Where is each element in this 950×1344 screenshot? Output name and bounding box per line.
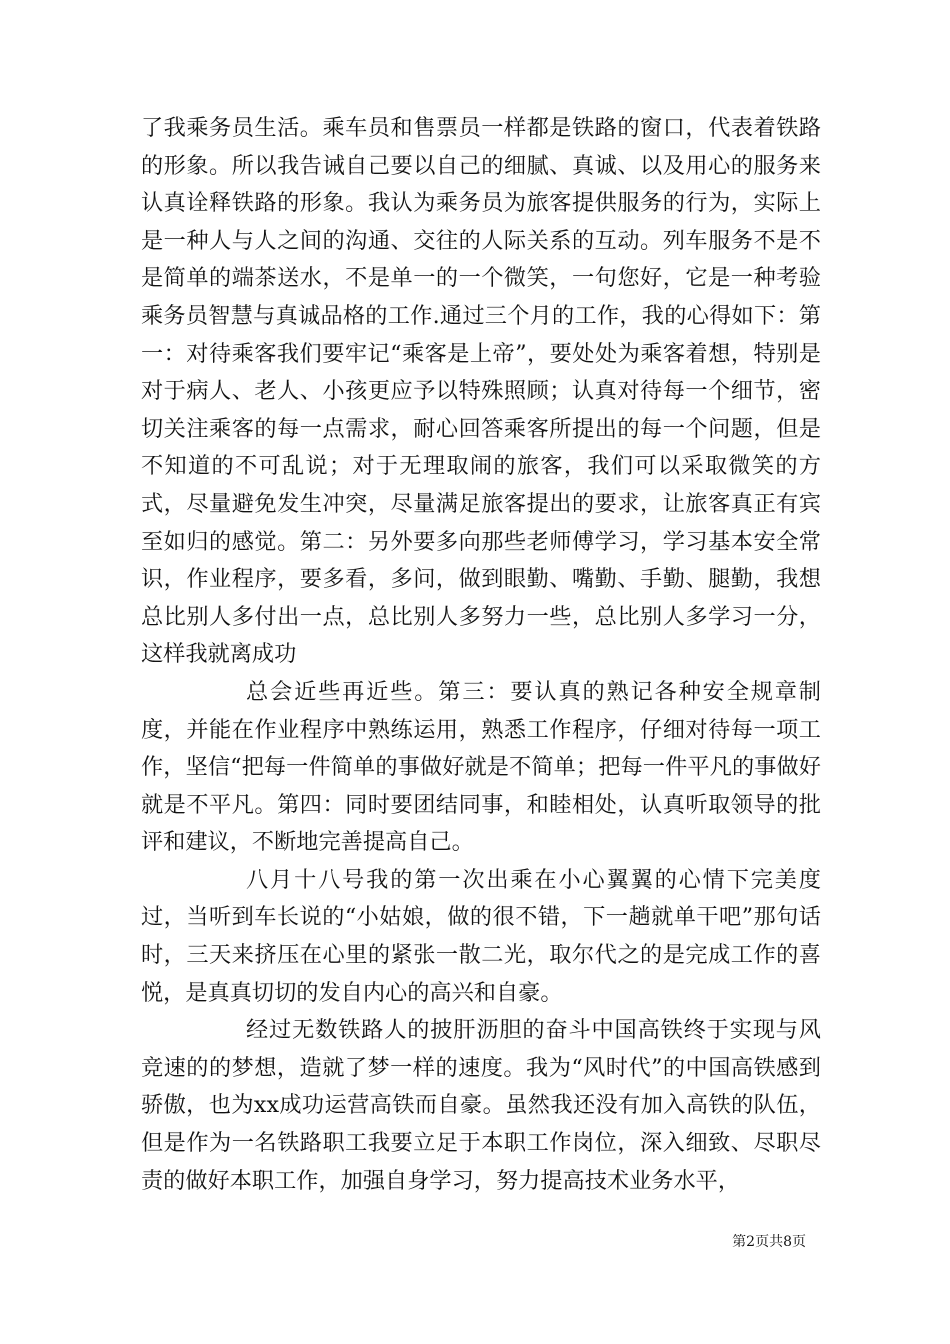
page-number-footer: 第2页共8页 [732, 1234, 806, 1250]
paragraph-1: 了我乘务员生活。乘车员和售票员一样都是铁路的窗口，代表着铁路的形象。所以我告诫自己要以自己的细腻、真诚、以及用心的服务来认真诠释铁路的形象。我认为乘务员为旅客提供服务的行为，实际上是一种人与人之间的沟通、交往的人际关系的互动。列车服务不是不是简单的端茶送水，不是单一的一个微笑，一句您好，它是一种考验乘务员智慧与真诚品格的工作.通过三个月的工作，我的心得如下：第一：对待乘客我们要牢记“乘客是上帝”，要处处为乘客着想，特别是对于病人、老人、小孩更应予以特殊照顾；认真对待每一个细节，密切关注乘客的每一点需求，耐心回答乘客所提出的每一个问题，但是不知道的不可乱说；对于无理取闹的旅客，我们可以采取微笑的方式，尽量避免发生冲突，尽量满足旅客提出的要求，让旅客真正有宾至如归的感觉。第二：另外要多向那些老师傅学习，学习基本安全常识，作业程序，要多看，多问，做到眼勤、嘴勤、手勤、腿勤，我想总比别人多付出一点，总比别人多努力一些，总比别人多学习一分，这样我就离成功 [141, 115, 821, 668]
document-body [141, 110, 821, 1200]
paragraph-4: 经过无数铁路人的披肝沥胆的奋斗中国高铁终于实现与风竞速的的梦想，造就了梦一样的速度。我为“风时代”的中国高铁感到骄傲，也为xx成功运营高铁而自豪。虽然我还没有加入高铁的队伍，但是作为一名铁路职工我要立足于本职工作岗位，深入细致、尽职尽责的做好本职工作，加强自身学习，努力提高技术业务水平， [141, 1017, 821, 1194]
paragraph-2: 总会近些再近些。第三：要认真的熟记各种安全规章制度，并能在作业程序中熟练运用，熟悉工作程序，仔细对待每一项工作，坚信“把每一件简单的事做好就是不简单；把每一件平凡的事做好就是不平凡。第四：同时要团结同事，和睦相处，认真听取领导的批评和建议，不断地完善提高自己。 [141, 678, 821, 856]
paragraph-3: 八月十八号我的第一次出乘在小心翼翼的心情下完美度过，当听到车长说的“小姑娘，做的很不错，下一趟就单干吧”那句话时，三天来挤压在心里的紧张一散二光，取尔代之的是完成工作的喜悦，是真真切切的发自内心的高兴和自豪。 [141, 866, 821, 1006]
